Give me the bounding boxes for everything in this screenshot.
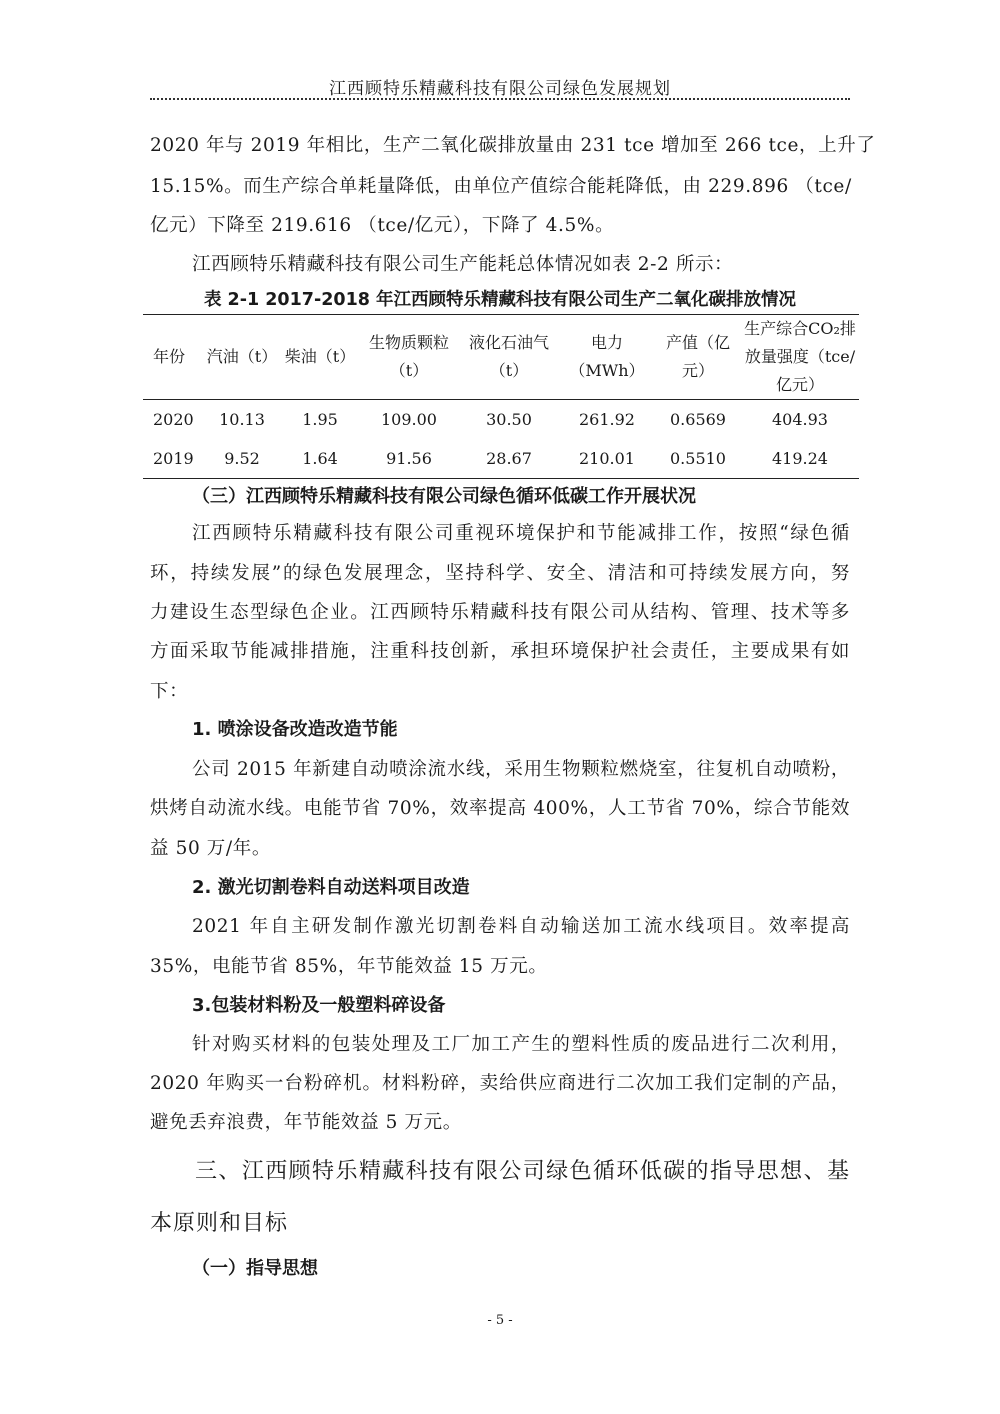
intro-line-4: 江西顾特乐精藏科技有限公司生产能耗总体情况如表 2-2 所示： — [192, 254, 734, 275]
header-power: 电力（MWh） — [559, 315, 655, 400]
body-line: 江西顾特乐精藏科技有限公司重视环境保护和节能减排工作，按照“绿色循 — [192, 523, 850, 544]
running-header: 江西顾特乐精藏科技有限公司绿色发展规划 — [329, 79, 671, 99]
table-cell: 0.6569 — [670, 410, 726, 429]
header-output: 产值（亿元） — [655, 315, 741, 400]
table-cell: 28.67 — [459, 439, 559, 479]
chapter-heading-cont: 本原则和目标 — [150, 1211, 289, 1236]
body-line: 避免丢弃浪费，年节能效益 5 万元。 — [150, 1112, 462, 1133]
body-line: 2021 年自主研发制作激光切割卷料自动输送加工流水线项目。效率提高 — [192, 916, 850, 937]
table-cell: 1.95 — [302, 410, 338, 429]
intro-line-3: 亿元）下降至 219.616 （tce/亿元），下降了 4.5%。 — [150, 215, 615, 236]
item-title: 3.包装材料粉及一般塑料碎设备 — [192, 995, 446, 1016]
chapter-heading: 三、江西顾特乐精藏科技有限公司绿色循环低碳的指导思想、基 — [195, 1159, 850, 1184]
table-header-row — [143, 315, 859, 400]
header-year: 年份 — [143, 315, 203, 400]
table-cell: 261.92 — [579, 410, 635, 429]
table-caption: 表 2-1 2017-2018 年江西顾特乐精藏科技有限公司生产二氧化碳排放情况 — [203, 290, 797, 310]
body-line: 35%，电能节省 85%，年节能效益 15 万元。 — [150, 956, 548, 977]
body-line: 2020 年购买一台粉碎机。材料粉碎，卖给供应商进行二次加工我们定制的产品， — [150, 1073, 850, 1094]
section-heading: （三）江西顾特乐精藏科技有限公司绿色循环低碳工作开展状况 — [192, 486, 696, 507]
table-cell: 30.50 — [486, 410, 532, 429]
body-line: 方面采取节能减排措施，注重科技创新，承担环境保护社会责任，主要成果有如 — [150, 641, 850, 662]
table-cell: 91.56 — [359, 439, 459, 479]
item-title: 2. 激光切割卷料自动送料项目改造 — [192, 877, 470, 898]
header-divider — [150, 98, 850, 100]
table-cell: 210.01 — [559, 439, 655, 479]
body-line: 公司 2015 年新建自动喷涂流水线，采用生物颗粒燃烧室，往复机自动喷粉， — [192, 759, 850, 780]
header-diesel: 柴油（t） — [281, 315, 359, 400]
body-line: 力建设生态型绿色企业。江西顾特乐精藏科技有限公司从结构、管理、技术等多 — [150, 602, 850, 623]
table-cell: 9.52 — [203, 439, 281, 479]
header-biomass: 生物质颗粒（t） — [359, 315, 459, 400]
header-co2-intensity: 生产综合CO₂排放量强度（tce/亿元） — [741, 315, 859, 400]
table-cell: 1.64 — [281, 439, 359, 479]
item-title: 1. 喷涂设备改造改造节能 — [192, 719, 398, 740]
page-number: - 5 - — [487, 1313, 513, 1328]
table-row — [143, 439, 859, 479]
table-cell: 0.5510 — [655, 439, 741, 479]
intro-line-2: 15.15%。而生产综合单耗量降低，由单位产值综合能耗降低，由 229.896 （tce/ — [150, 176, 852, 197]
header-lpg: 液化石油气（t） — [459, 315, 559, 400]
body-line: 下： — [150, 681, 189, 702]
table-cell: 419.24 — [741, 439, 859, 479]
table-cell: 2019 — [143, 439, 203, 479]
body-line: 针对购买材料的包装处理及工厂加工产生的塑料性质的废品进行二次利用， — [192, 1034, 850, 1055]
table-cell: 109.00 — [381, 410, 437, 429]
table-cell: 2020 — [153, 410, 194, 429]
intro-line-1: 2020 年与 2019 年相比，生产二氧化碳排放量由 231 tce 增加至 266 tce，上升了 — [150, 135, 876, 156]
emission-table — [143, 314, 859, 479]
body-line: 环，持续发展”的绿色发展理念，坚持科学、安全、清洁和可持续发展方向，努 — [150, 563, 850, 584]
table-cell: 10.13 — [219, 410, 265, 429]
table-cell: 404.93 — [772, 410, 828, 429]
table-row — [143, 400, 859, 440]
body-line: 烘烤自动流水线。电能节省 70%，效率提高 400%，人工节省 70%，综合节能效 — [150, 798, 850, 819]
body-line: 益 50 万/年。 — [150, 838, 271, 859]
subsection-heading: （一）指导思想 — [192, 1258, 318, 1279]
header-gasoline: 汽油（t） — [203, 315, 281, 400]
